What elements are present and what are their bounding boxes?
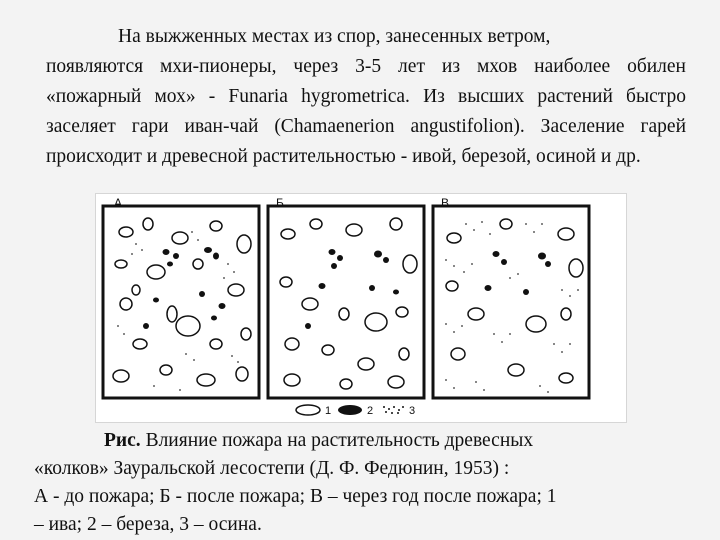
body-paragraph [46,22,686,172]
caption-line-4: – ива; 2 – береза, 3 – осина. [34,514,262,535]
figure-legend [296,405,415,417]
legend-number-1: 1 [325,405,332,417]
caption-prefix: Рис. [104,430,141,451]
panel-b [268,196,424,398]
panel-a-label: А [114,196,123,210]
panel-b-label: Б [276,196,284,210]
legend-dotted-symbol [383,406,404,414]
legend-number-3: 3 [409,405,416,417]
paragraph-text: появляются мхи-пионеры, через 3-5 лет из мхов наиболее обилен «пожарный мох» - Funaria hygrometrica. Из высших растений быстро заселяет гари иван-чай (Chamaenerion angustifolion). Заселение гарей происходит и древесной растительностью - ивой, березой, осиной и др. [46,56,686,167]
paragraph-first-line: На выжженных местах из спор, занесенных ветром, [118,26,551,47]
fire-vegetation-figure [95,193,627,423]
figure-caption [34,427,694,539]
panel-c [433,196,589,398]
panel-a [103,196,259,398]
caption-line-1: Влияние пожара на растительность древесных [140,430,534,451]
legend-number-2: 2 [367,405,374,417]
figure-drawing [96,194,626,422]
panel-c-label: В [441,196,450,210]
legend-open-symbol [296,405,320,415]
caption-line-2: «колков» Зауральской лесостепи (Д. Ф. Федюнин, 1953) : [34,458,510,479]
caption-line-3: А - до пожара; Б - после пожара; В – через год после пожара; 1 [34,486,557,507]
legend-filled-symbol [338,405,362,415]
